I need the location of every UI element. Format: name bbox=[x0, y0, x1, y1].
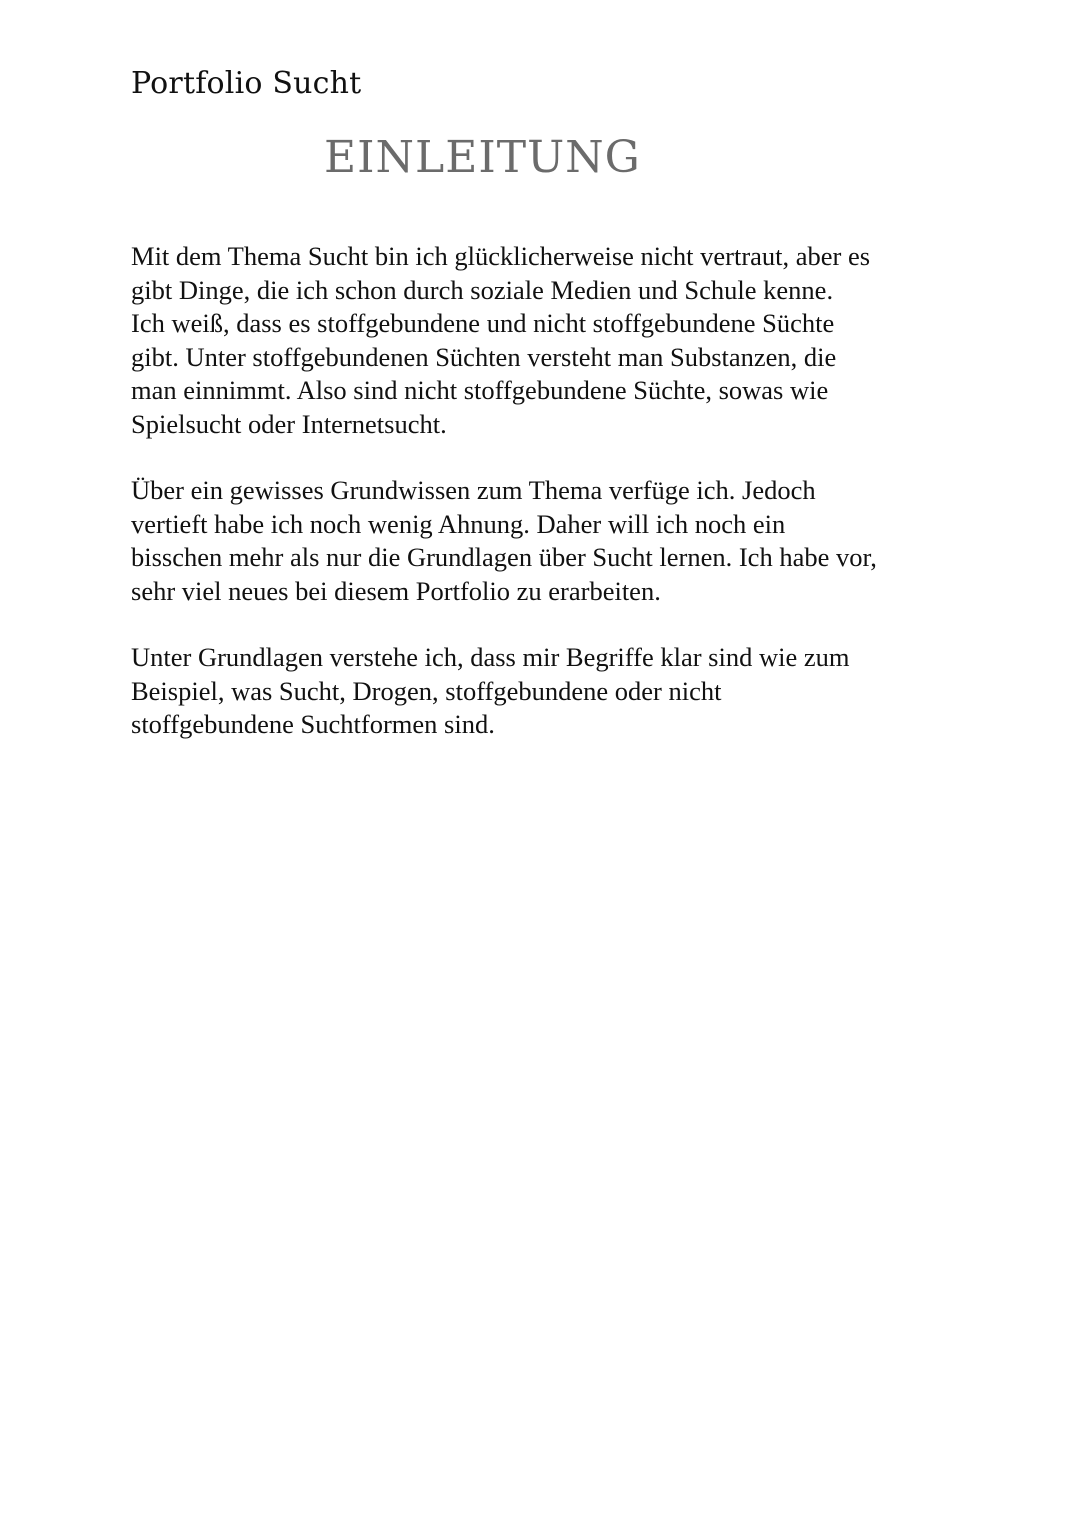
paragraph-line: gibt Dinge, die ich schon durch soziale Medien und Schule kenne. bbox=[131, 274, 834, 305]
paragraph-line: sehr viel neues bei diesem Portfolio zu erarbeiten. bbox=[131, 575, 661, 606]
paragraph-line: gibt. Unter stoffgebundenen Süchten versteht man Substanzen, die bbox=[131, 341, 837, 372]
paragraph-line: Beispiel, was Sucht, Drogen, stoffgebundene oder nicht bbox=[131, 675, 722, 706]
paragraph-line: bisschen mehr als nur die Grundlagen über Sucht lernen. Ich habe vor, bbox=[131, 542, 877, 572]
paragraph-line: vertieft habe ich noch wenig Ahnung. Daher will ich noch ein bbox=[131, 508, 786, 539]
paragraph-line: man einnimmt. Also sind nicht stoffgebundene Süchte, sowas wie bbox=[131, 375, 829, 405]
document-header: Portfolio Sucht bbox=[131, 66, 362, 101]
page-title: EINLEITUNG bbox=[324, 132, 641, 183]
paragraph-line: Unter Grundlagen verstehe ich, dass mir Begriffe klar sind wie zum bbox=[131, 642, 850, 672]
paragraph-line: stoffgebundene Suchtformen sind. bbox=[131, 709, 495, 739]
paragraph-3 bbox=[131, 641, 991, 742]
paragraph-line: Über ein gewisses Grundwissen zum Thema verfüge ich. Jedoch bbox=[131, 475, 816, 505]
paragraph-2 bbox=[131, 474, 991, 608]
paragraph-1 bbox=[131, 240, 991, 441]
paragraph-line: Mit dem Thema Sucht bin ich glücklicherweise nicht vertraut, aber es bbox=[131, 241, 871, 271]
paragraph-line: Spielsucht oder Internetsucht. bbox=[131, 408, 447, 439]
paragraph-line: Ich weiß, dass es stoffgebundene und nicht stoffgebundene Süchte bbox=[131, 308, 835, 338]
